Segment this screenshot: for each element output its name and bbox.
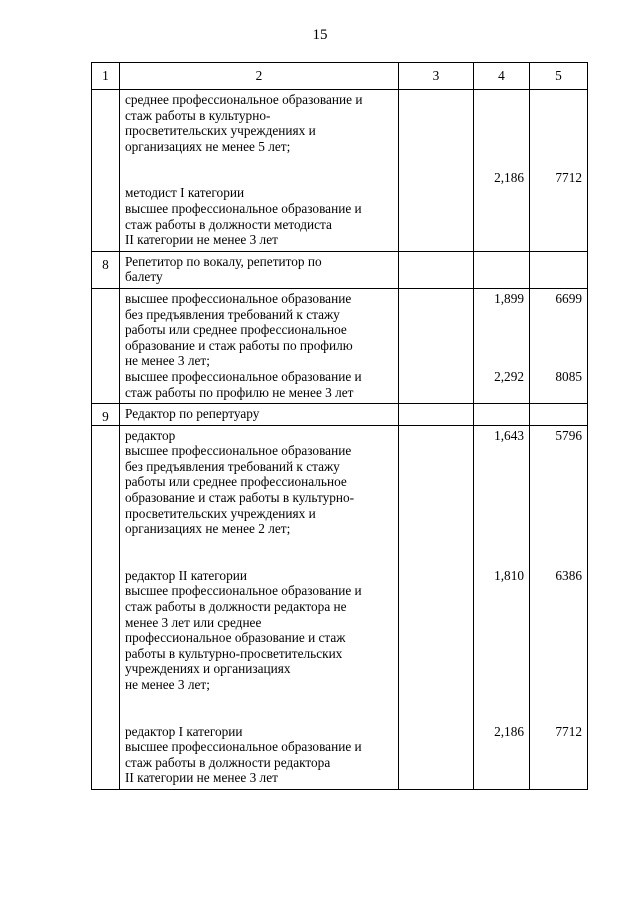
salary-block — [530, 291, 582, 369]
page-number: 15 — [312, 27, 328, 43]
salary-block — [530, 369, 582, 400]
coefficient-block — [474, 428, 524, 537]
requirement-line: просветительских учреждениях и — [125, 123, 316, 139]
requirement-line: не менее 3 лет; — [125, 677, 210, 692]
requirement-line: стаж работы в должности редактора не — [125, 599, 347, 615]
requirement-line: методист I категории — [125, 185, 245, 201]
empty-cell-col3 — [399, 90, 474, 252]
requirement-line: организациях не менее 5 лет; — [125, 138, 291, 154]
header-cell-2: 2 — [120, 63, 399, 90]
table-body — [92, 63, 588, 790]
requirement-line: без предъявления требований к стажу — [125, 306, 340, 322]
table-row — [92, 404, 588, 426]
requirement-line: высшее профессиональное образование и — [125, 739, 362, 755]
requirement-line: II категории не менее 3 лет — [125, 232, 278, 248]
requirement-line: профессиональное образование и стаж — [125, 630, 346, 646]
row-number-cell — [92, 90, 120, 252]
coefficient-cell — [474, 425, 530, 789]
requirement-line: высшее профессиональное образование — [125, 290, 352, 306]
table-row — [92, 425, 588, 789]
coefficient-value: 1,810 — [494, 567, 524, 583]
description-cell — [120, 425, 399, 789]
header-cell-3: 3 — [399, 63, 474, 90]
description-cell — [120, 288, 399, 403]
requirement-block — [125, 185, 394, 247]
header-cell-1: 1 — [92, 63, 120, 90]
salary-cell — [530, 425, 588, 789]
coefficient-cell — [474, 251, 530, 288]
empty-cell-col3 — [399, 251, 474, 288]
salary-block — [530, 428, 582, 537]
position-title-line: балету — [125, 269, 163, 285]
requirement-line: образование и стаж работы в культурно- — [125, 490, 355, 506]
empty-cell-col3 — [399, 425, 474, 789]
row-number-cell: 9 — [92, 404, 120, 426]
salary-block — [530, 568, 582, 693]
requirement-line: просветительских учреждениях и — [125, 505, 316, 521]
requirement-line: работы или среднее профессиональное — [125, 322, 347, 338]
salary-value: 7712 — [555, 169, 582, 185]
requirement-line: высшее профессиональное образование и — [125, 368, 362, 384]
requirement-line: II категории не менее 3 лет — [125, 770, 278, 786]
coefficient-value: 1,643 — [494, 427, 524, 443]
row-number-cell — [92, 288, 120, 403]
requirement-line: редактор II категории — [125, 567, 247, 583]
position-title-line: Редактор по репертуару — [125, 406, 260, 422]
requirement-line: стаж работы в культурно- — [125, 107, 271, 123]
header-cell-4: 4 — [474, 63, 530, 90]
coefficient-cell — [474, 404, 530, 426]
requirement-block — [125, 568, 394, 693]
requirement-line: среднее профессиональное образование и — [125, 92, 363, 107]
coefficient-value: 2,186 — [494, 169, 524, 185]
salary-cell — [530, 288, 588, 403]
requirement-block — [125, 369, 394, 400]
header-cell-5: 5 — [530, 63, 588, 90]
requirement-block — [125, 428, 394, 537]
description-cell — [120, 251, 399, 288]
empty-cell-col3 — [399, 288, 474, 403]
requirement-line: редактор I категории — [125, 723, 243, 739]
salary-table — [91, 62, 588, 790]
coefficient-block — [474, 291, 524, 369]
requirement-line: высшее профессиональное образование и — [125, 200, 362, 216]
row-number-cell: 8 — [92, 251, 120, 288]
coefficient-value: 2,292 — [494, 368, 524, 384]
requirement-line: образование и стаж работы по профилю — [125, 337, 353, 353]
requirement-line: менее 3 лет или среднее — [125, 614, 262, 630]
coefficient-block — [474, 724, 524, 786]
coefficient-cell — [474, 288, 530, 403]
requirement-block — [125, 92, 394, 154]
empty-cell-col3 — [399, 404, 474, 426]
table-header-row — [92, 63, 588, 90]
requirement-line: высшее профессиональное образование и — [125, 583, 362, 599]
requirement-line: не менее 3 лет; — [125, 353, 210, 369]
requirement-line: организациях не менее 2 лет; — [125, 521, 291, 537]
table-row — [92, 251, 588, 288]
coefficient-cell — [474, 90, 530, 252]
table-row — [92, 288, 588, 403]
salary-value: 7712 — [555, 723, 582, 739]
requirement-line: высшее профессиональное образование — [125, 443, 352, 459]
row-number-cell — [92, 425, 120, 789]
requirement-line: редактор — [125, 427, 176, 443]
requirement-line: стаж работы в должности редактора — [125, 754, 331, 770]
coefficient-value: 1,899 — [494, 290, 524, 306]
coefficient-block — [474, 369, 524, 400]
requirement-line: работы или среднее профессиональное — [125, 474, 347, 490]
requirement-line: стаж работы по профилю не менее 3 лет — [125, 384, 354, 400]
salary-cell — [530, 404, 588, 426]
salary-block — [530, 92, 582, 139]
description-cell — [120, 90, 399, 252]
salary-value: 6386 — [555, 567, 582, 583]
salary-value: 5796 — [555, 427, 582, 443]
requirement-line: работы в культурно-просветительских — [125, 645, 343, 661]
requirement-block — [125, 724, 394, 786]
table-row — [92, 90, 588, 252]
description-cell — [120, 404, 399, 426]
requirement-line: стаж работы в должности методиста — [125, 216, 332, 232]
salary-cell — [530, 90, 588, 252]
salary-value: 8085 — [555, 368, 582, 384]
coefficient-block — [474, 568, 524, 693]
salary-cell — [530, 251, 588, 288]
salary-block — [530, 170, 582, 232]
requirement-line: учреждениях и организациях — [125, 661, 291, 677]
requirement-line: без предъявления требований к стажу — [125, 458, 340, 474]
coefficient-block — [474, 92, 524, 139]
requirement-block — [125, 291, 394, 369]
position-title-line: Репетитор по вокалу, репетитор по — [125, 253, 322, 269]
coefficient-block — [474, 170, 524, 232]
coefficient-value: 2,186 — [494, 723, 524, 739]
salary-value: 6699 — [555, 290, 582, 306]
salary-block — [530, 724, 582, 786]
